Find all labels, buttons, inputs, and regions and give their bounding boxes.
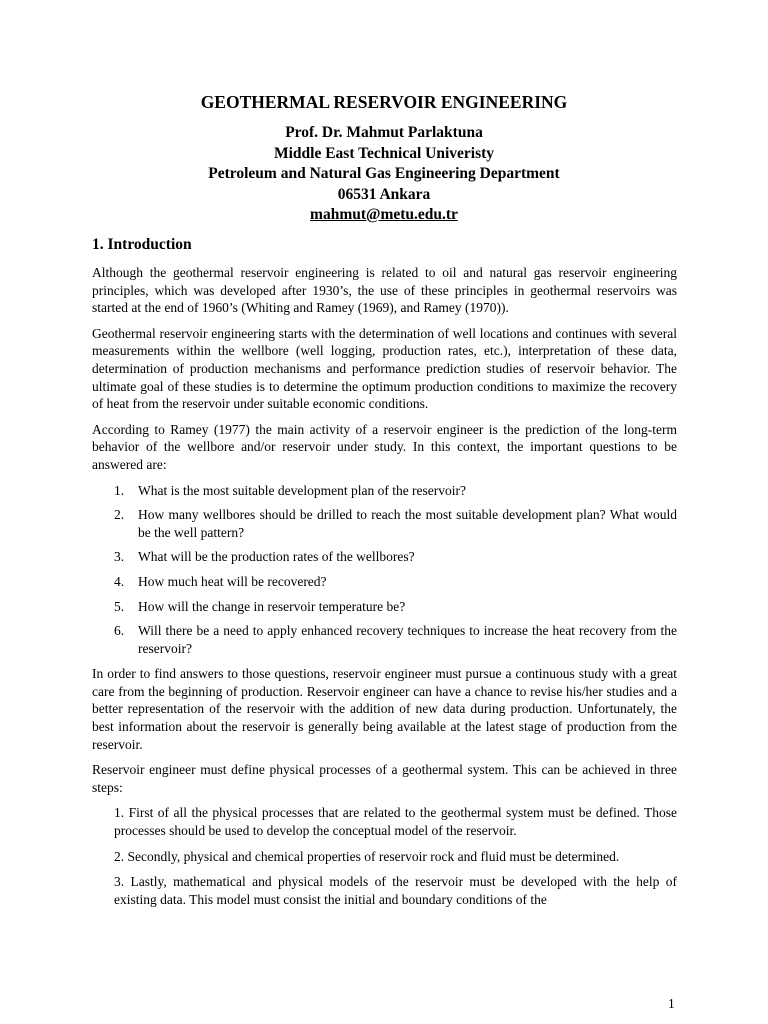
step-item: 2. Secondly, physical and chemical properties of reservoir rock and fluid must be determined. [114,848,620,864]
list-number: 1. [114,482,125,498]
paragraph: According to Ramey (1977) the main activity of a reservoir engineer is the prediction of the long-term behavior of the wellbore and/or reservoir under study. In this context, the important questions to be answered are: [92,421,677,472]
list-item-text: How many wellbores should be drilled to reach the most suitable development plan? What would be the well pattern? [138,507,677,540]
section-heading: 1. Introduction [92,236,192,253]
page-number: 1 [668,996,675,1011]
author-name: Prof. Dr. Mahmut Parlaktuna [285,124,483,141]
affiliation-department: Petroleum and Natural Gas Engineering Department [208,165,560,182]
list-item [92,622,677,657]
list-item-text: How much heat will be recovered? [138,573,327,589]
list-item [92,598,677,616]
paragraph: Although the geothermal reservoir engineering is related to oil and natural gas reservoir engineering principles, which was developed after 1930’s, the use of these principles in geothermal reservoirs was started at the end of 1960’s (Whiting and Ramey (1969), and Ramey (1970)). [92,265,677,316]
steps-list [92,804,677,908]
paragraph: In order to find answers to those questions, reservoir engineer must pursue a continuous study with a great care from the beginning of production. Reservoir engineer can have a chance to revise his/her studies and a better representation of the reservoir with the addition of new data during production. Unfortunately, the best information about the reservoir is generally being available at the latest stage of production from the reservoir. [92,666,677,752]
list-number: 5. [114,598,125,614]
list-item-text: Will there be a need to apply enhanced recovery techniques to increase the heat recovery from the reservoir? [138,623,677,656]
list-item [92,548,677,566]
author-email-link[interactable]: mahmut@metu.edu.tr [310,206,458,223]
list-item-text: What will be the production rates of the wellbores? [138,549,415,565]
paragraph: Reservoir engineer must define physical processes of a geothermal system. This can be achieved in three steps: [92,762,677,795]
list-number: 4. [114,573,125,589]
list-number: 3. [114,549,125,565]
list-item [92,506,677,541]
body-text [92,264,677,916]
questions-list [92,482,677,658]
paper-title: GEOTHERMAL RESERVOIR ENGINEERING [200,92,568,112]
list-item [92,573,677,591]
step-item: 1. First of all the physical processes that are related to the geothermal system must be defined. Those processes should be used to develop the conceptual model of the reservoir. [114,805,677,839]
paragraph: Geothermal reservoir engineering starts with the determination of well locations and continues with several measurements within the wellbore (well logging, production rates, etc.), interpretation of these data, determination of production mechanisms and performance prediction studies of reservoir behavior. The ultimate goal of these studies is to determine the optimum production conditions to maximize the recovery of heat from the reservoir under suitable economic conditions. [92,325,677,412]
address: 06531 Ankara [337,185,431,203]
list-item-text: What is the most suitable development plan of the reservoir? [138,482,467,498]
list-number: 2. [114,507,125,523]
step-item: 3. Lastly, mathematical and physical models of the reservoir must be developed with the help of existing data. This model must consist the initial and boundary conditions of the [114,874,677,907]
list-number: 6. [114,623,125,639]
author-block [0,123,768,226]
list-item-text: How will the change in reservoir temperature be? [138,598,406,614]
affiliation-university: Middle East Technical Univeristy [273,144,495,162]
list-item [92,482,677,500]
